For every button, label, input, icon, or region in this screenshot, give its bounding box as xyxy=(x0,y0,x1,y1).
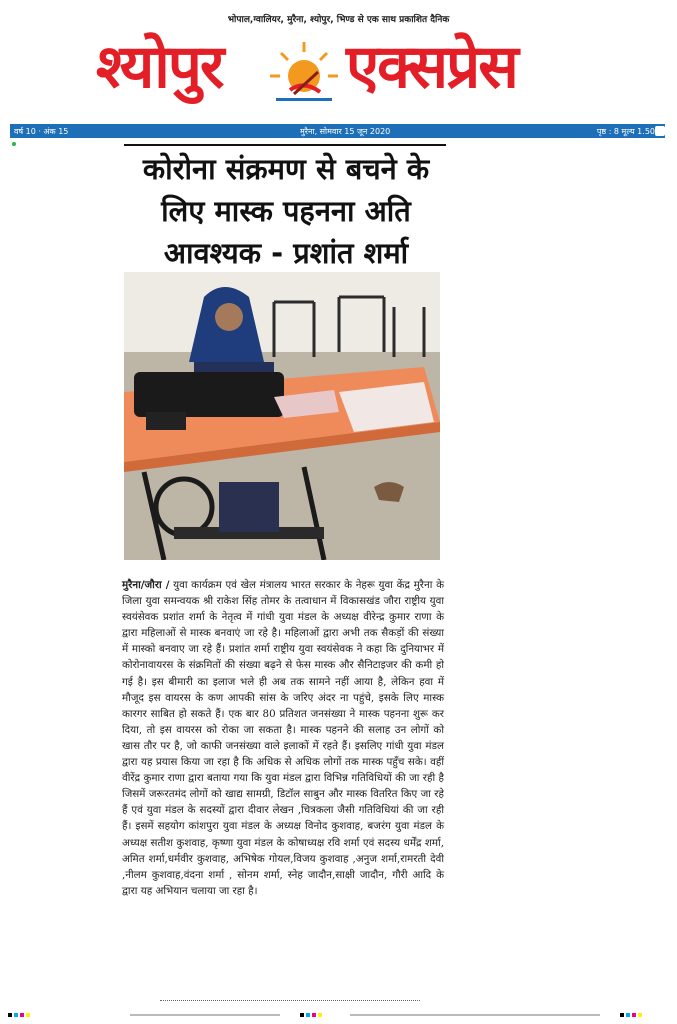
article-dateline: मुरैना/जौरा / xyxy=(122,579,170,591)
article-body xyxy=(122,577,444,899)
sun-pen-logo-icon xyxy=(266,32,342,108)
article-text: युवा कार्यक्रम एवं खेल मंत्रालय भारत सरकार के नेहरू युवा केंद्र मुरैना के जिला युवा समन्वयक श्री राकेश सिंह तोमर के तत्वाधान में विकासखंड जौरा राष्ट्रीय युवा स्वयंसेवक प्रशांत शर्मा के नेतृत्व में गांधी युवा मंडल के अध्यक्ष वीरेन्द्र कुमार राणा के द्वारा महिलाओं से मास्क बनवाएं जा रहे है। महिलाओं द्वारा अभी तक सैकड़ों की संख्या में मास्को बनवाए जा रहे हैं। प्रशांत शर्मा राष्ट्रीय युवा स्वयंसेवक ने कहा कि दुनियाभर में कोरोनावायरस के संक्रमितों की संख्या बढ़ने से फेस मास्क और सैनिटाइजर की कमी हो गई है। इस बीमारी का इलाज भले ही अब तक सामने नहीं आया है, लेकिन हवा में मौजूद इस वायरस के कण आपकी सांस के जरिए अंदर ना पहुंचे, इसके लिए मास्क कारगर साबित हो सकते हैं। एक बार 80 प्रतिशत जनसंख्या ने मास्क पहनना शुरू कर दिया, तो इस वायरस को रोका जा सकता है। मास्क पहनने की सलाह उन लोगों को खास तौर पर है, जो काफी जनसंख्या वाले इलाकों में रहते हैं। इसलिए गांधी युवा मंडल द्वारा यह प्रयास किया जा रहा है कि अधिक से अधिक लोगों तक मास्क पहुँच सके। वहीं वीरेंद्र कुमार राणा द्वारा बताया गया कि युवा मंडल द्वारा विभिन्न गतिविधियों की जा रही है जिसमें जरूरतमंद लोगों को खाद्य सामग्री, डिटॉल साबुन और मास्क वितरित किए जा रहे हैं एवं युवा मंडल के सदस्यों द्वारा दीवार लेखन ,चित्रकला जैसी गतिविधियां की जा रही हैं। इसमें सहयोग कांशपुरा युवा मंडल के अध्यक्ष विनोद कुशवाह, बजरंग युवा मंडल के अध्यक्ष सतीश कुशवाह, कृष्णा युवा मंडल के कोषाध्यक्ष रवि शर्मा एवं सदस्य धर्मेंद्र शर्मा, अमित शर्मा,धर्मवीर कुशवाह, अभिषेक गोयल,विजय कुशवाह ,अनुज शर्मा,रामरती देवी ,नीलम कुशवाह,वंदना शर्मा , सोनम शर्मा, स्नेह जादौन,साक्षी जादौन, गौरी आदि के द्वारा यह अभियान चलाया जा रहा है। xyxy=(122,579,444,897)
masthead xyxy=(90,24,590,110)
issue-bar xyxy=(10,124,665,138)
registration-marks xyxy=(0,1012,677,1018)
masthead-right-word: एक्सप्रेस xyxy=(346,32,517,102)
page-cut-line xyxy=(160,1000,420,1009)
decorative-dot xyxy=(12,142,16,146)
issue-date: मुरैना, सोमवार 15 जून 2020 xyxy=(300,127,391,136)
issue-price: पृष्ठ : 8 मूल्य 1.50 xyxy=(596,127,655,136)
article-photo xyxy=(124,272,440,560)
headline-rule xyxy=(124,144,446,146)
headline: कोरोना संक्रमण से बचने के लिए मास्क पहनना अति आवश्यक - प्रशांत शर्मा xyxy=(142,152,430,270)
issue-volume: वर्ष 10 · अंक 15 xyxy=(14,127,69,136)
tagline: भोपाल,ग्वालियर, मुरैना, श्योपुर, भिण्ड से एक साथ प्रकाशित दैनिक xyxy=(227,15,450,25)
masthead-left-word: श्योपुर xyxy=(96,32,223,102)
share-icon[interactable] xyxy=(655,126,665,136)
